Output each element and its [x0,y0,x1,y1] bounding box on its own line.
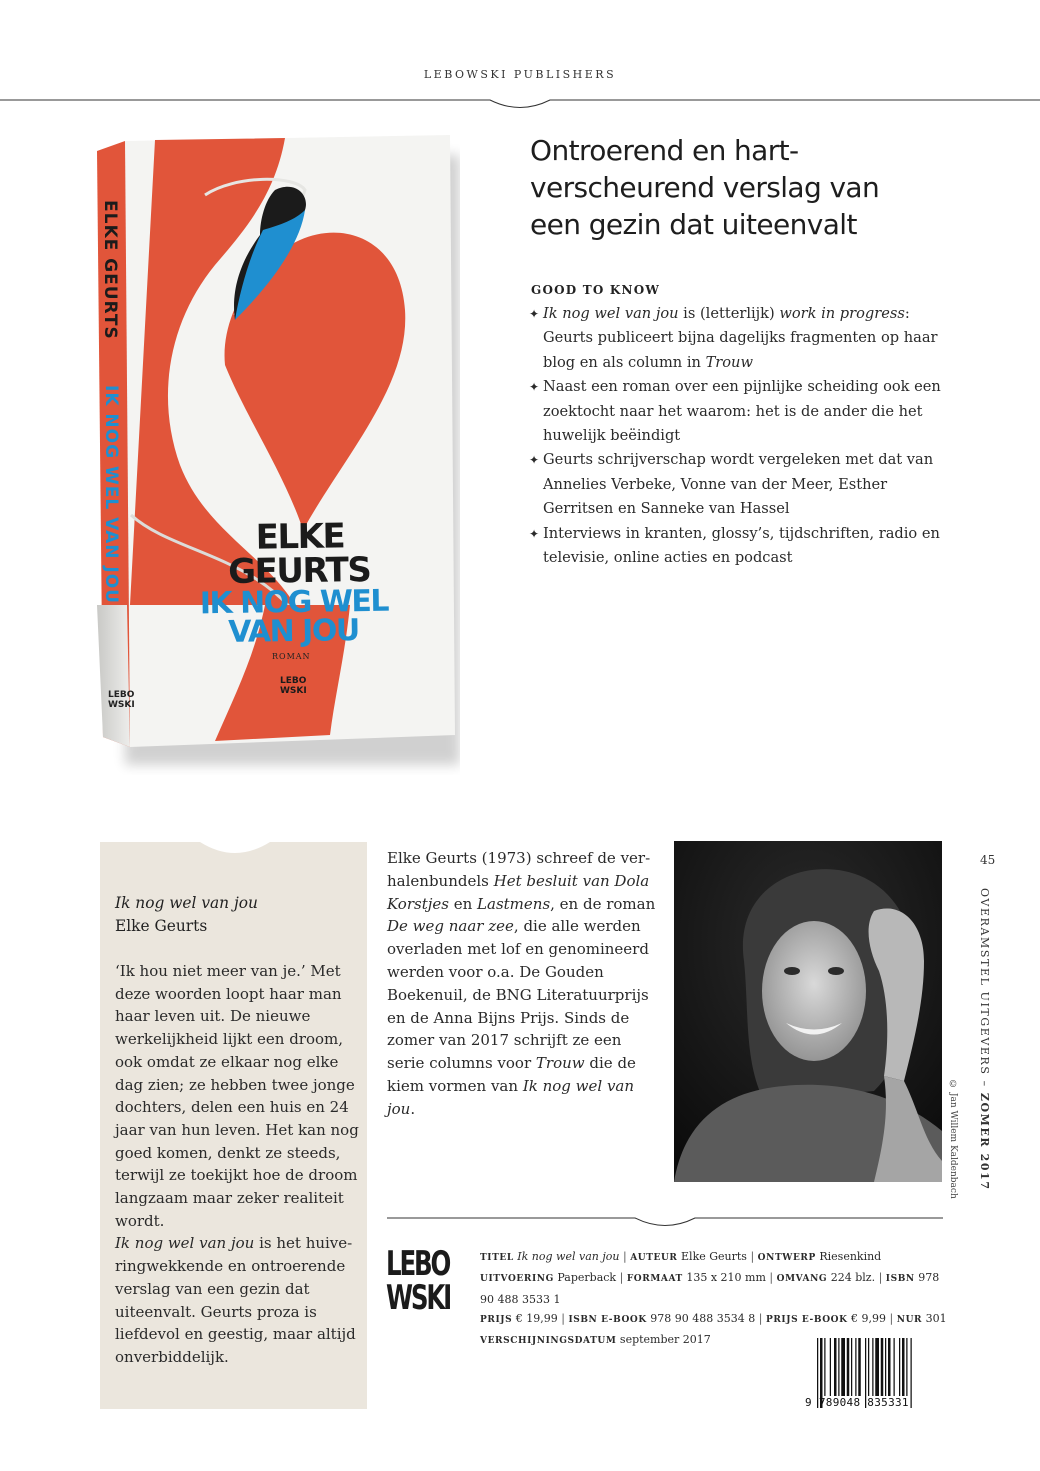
lebowski-logo: LEBO WSKI [386,1244,451,1318]
book-cover [95,135,460,775]
bullet-icon: ✦ [529,526,540,541]
header-divider [0,99,1040,111]
catalog-season: OVERAMSTEL UITGEVERS – ZOMER 2017 [978,888,991,1191]
barcode-bar [841,1338,845,1396]
cover-title: IK NOG WEL VAN JOU [199,583,389,650]
barcode-bar [838,1338,839,1396]
barcode-bar [906,1338,907,1396]
cover-spine-logo: LEBO WSKI [108,690,135,710]
barcode-bar [885,1338,886,1396]
list-item: ✦ Geurts schrijverschap wordt vergeleken met dat van Annelies Verbeke, Vonne van der Meer, Esther Gerritsen en Sanneke van Hassel [531,448,951,521]
barcode-bar [894,1338,895,1396]
barcode-bar [868,1338,869,1396]
photo-credit: © Jan Willem Kaldenbach [948,1080,958,1199]
barcode-bar [875,1338,879,1396]
barcode-bar [881,1338,884,1396]
summary-title: Ik nog wel van jou Elke Geurts [115,894,258,935]
info-divider [387,1217,943,1229]
author-bio: Elke Geurts (1973) schreef de ver- halenbundels Het besluit van Dola Korstjes en Lastmens, en de roman De weg naar zee, die alle werden overladen met lof en genomineerd werden voor o.a. De Gouden Boekenuil, de BNG Literatuurprijs en de Anna Bijns Prijs. Sinds de zomer van 2017 schrijft ze een serie columns voor Trouw die de kiem vormen van Ik nog wel van jou. [387,849,656,1118]
barcode-bar [872,1338,873,1396]
list-item: ✦ Naast een roman over een pijnlijke scheiding ook een zoektocht naar het waarom: het is de ander die het huwelijk beëindigt [531,375,951,448]
barcode-bar [855,1338,856,1396]
bullet-icon: ✦ [529,453,540,468]
cover-genre: ROMAN [272,652,311,661]
page-number: 45 [980,853,996,867]
barcode-digits: 9 789048 835331 [805,1396,909,1409]
bullet-icon: ✦ [529,380,540,395]
barcode-bar [830,1338,831,1396]
barcode-bar [858,1338,861,1396]
barcode-bar [902,1338,905,1396]
cover-spine-author: ELKE GEURTS [100,200,120,340]
barcode-bar [851,1338,852,1396]
barcode-bar [824,1338,825,1396]
good-to-know-list [531,302,951,570]
good-to-know-heading: GOOD TO KNOW [531,283,661,297]
cover-spine-title: IK NOG WEL VAN JOU [101,385,121,604]
barcode-bar [888,1338,891,1396]
barcode-bar [899,1338,900,1396]
summary-text: ‘Ik hou niet meer van je.’ Met deze woorden loopt haar man haar leven uit. De nieuwe werkelijkheid lijkt een droom, ook omdat ze elkaar nog elke dag zien; ze hebben twee jonge dochters, delen een huis en 24 jaar van hun leven. Het kan nog goed komen, denkt ze steeds, terwijl ze toekijkt hoe de droom langzaam maar zeker realiteit wordt. Ik nog wel van jou is het huive- ringwekkende en ontroerende verslag van een gezin dat uiteenvalt. Geurts proza is liefdevol en geestig, maar altijd onverbiddelijk. [115,962,359,1366]
list-item: ✦ Ik nog wel van jou is (letterlijk) work in progress: Geurts publiceert bijna dagelijks fragmenten op haar blog en als column in Trouw [531,302,951,375]
barcode-bar [834,1338,837,1396]
list-item: ✦ Interviews in kranten, glossy’s, tijdschriften, radio en televisie, online acties en podcast [531,522,951,571]
author-photo [674,841,942,1182]
headline: Ontroerend en hart- verscheurend verslag van een gezin dat uiteenvalt [530,134,880,241]
barcode-bar [847,1338,850,1396]
bullet-icon: ✦ [529,307,540,321]
book-specs: TITEL Ik nog wel van jou | AUTEUR Elke Geurts | ONTWERP Riesenkind UITVOERING Paperback | FORMAAT 135 x 210 mm | OMVANG 224 blz. | ISBN 978 90 488 3533 1 PRIJS € 19,99 | ISBN E-BOOK 978 90 488 3534 8 | PRIJS E-BOOK € 9,99 | NUR 301 VERSCHIJNINGSDATUM september 2017 [480,1250,947,1347]
publisher-header: LEBOWSKI PUBLISHERS [423,68,617,81]
cover-logo: LEBO WSKI [280,676,307,696]
cover-author: ELKE GEURTS [227,516,371,592]
panel-notch [200,842,270,854]
